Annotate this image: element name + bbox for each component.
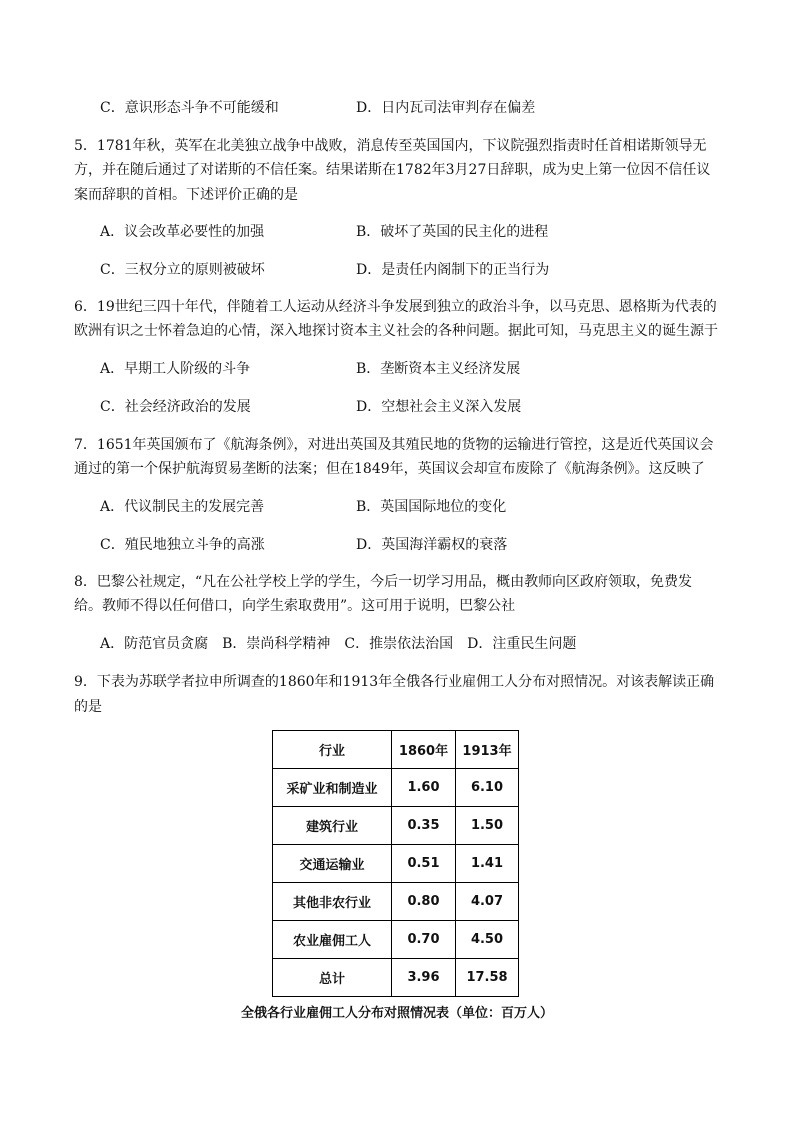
q4-option-c: C．意识形态斗争不可能缓和 [100, 100, 279, 116]
cell-1860: 0.35 [392, 807, 456, 845]
table-row [273, 921, 519, 959]
table-row [273, 807, 519, 845]
cell-1913: 4.07 [456, 883, 519, 921]
q8-stem-line-2: 给。教师不得以任何借口，向学生索取费用”。这可用于说明，巴黎公社 [74, 598, 516, 614]
q8-options: A．防范官员贪腐 B．崇尚科学精神 C．推崇依法治国 D．注重民生问题 [100, 636, 577, 652]
q7-option-b: B．英国国际地位的变化 [356, 499, 507, 515]
q8-stem-line-1: 8．巴黎公社规定，“凡在公社学校上学的学生，今后一切学习用品，概由教师向区政府领取，免费发 [74, 574, 693, 590]
q9-stem-line-2: 的是 [74, 699, 102, 715]
employment-table [272, 730, 519, 997]
q4-option-d: D．日内瓦司法审判存在偏差 [356, 100, 536, 116]
cell-1860: 3.96 [392, 959, 456, 997]
cell-industry: 总计 [273, 959, 392, 997]
q5-stem-line-1: 5．1781年秋，英军在北美独立战争中战败，消息传至英国国内，下议院强烈指责时任首相诺斯领导无 [74, 138, 707, 154]
table-row [273, 769, 519, 807]
table-caption: 全俄各行业雇佣工人分布对照情况表（单位：百万人） [240, 1006, 553, 1021]
q6-option-c: C．社会经济政治的发展 [100, 399, 251, 415]
table-row [273, 883, 519, 921]
q7-stem-line-2: 通过的第一个保护航海贸易垄断的法案；但在1849年，英国议会却宣布废除了《航海条例》。这反映了 [74, 461, 705, 477]
q6-stem-line-2: 欧洲有识之士怀着急迫的心情，深入地探讨资本主义社会的各种问题。据此可知，马克思主义的诞生源于 [74, 323, 718, 339]
cell-industry: 交通运输业 [273, 845, 392, 883]
q5-stem-line-2: 方，并在随后通过了对诺斯的不信任案。结果诺斯在1782年3月27日辞职，成为史上第一位因不信任议 [74, 162, 711, 178]
q6-option-d: D．空想社会主义深入发展 [356, 399, 522, 415]
table-row-total [273, 959, 519, 997]
q7-stem-line-1: 7．1651年英国颁布了《航海条例》，对进出英国及其殖民地的货物的运输进行管控，这是近代英国议会 [74, 437, 714, 453]
cell-industry: 采矿业和制造业 [273, 769, 392, 807]
q9-stem-line-1: 9．下表为苏联学者拉申所调查的1860年和1913年全俄各行业雇佣工人分布对照情况。对该表解读正确 [74, 674, 715, 690]
cell-1860: 0.80 [392, 883, 456, 921]
q5-option-b: B．破坏了英国的民主化的进程 [356, 224, 549, 240]
cell-1913: 4.50 [456, 921, 519, 959]
cell-1860: 0.70 [392, 921, 456, 959]
cell-industry: 农业雇佣工人 [273, 921, 392, 959]
cell-1913: 1.41 [456, 845, 519, 883]
cell-1860: 0.51 [392, 845, 456, 883]
q7-option-d: D．英国海洋霸权的衰落 [356, 537, 508, 553]
q6-stem-line-1: 6．19世纪三四十年代，伴随着工人运动从经济斗争发展到独立的政治斗争，以马克思、恩格斯为代表的 [74, 299, 717, 315]
cell-1860: 1.60 [392, 769, 456, 807]
q5-stem-line-3: 案而辞职的首相。下述评价正确的是 [74, 187, 298, 203]
cell-industry: 其他非农行业 [273, 883, 392, 921]
table-row [273, 845, 519, 883]
q5-option-c: C．三权分立的原则被破坏 [100, 262, 265, 278]
q5-option-d: D．是责任内阁制下的正当行为 [356, 262, 550, 278]
q6-option-a: A．早期工人阶级的斗争 [100, 361, 251, 377]
cell-1913: 17.58 [456, 959, 519, 997]
cell-industry: 建筑行业 [273, 807, 392, 845]
q7-option-c: C．殖民地独立斗争的高涨 [100, 537, 265, 553]
cell-1913: 1.50 [456, 807, 519, 845]
header-1913: 1913年 [456, 731, 519, 769]
q6-option-b: B．垄断资本主义经济发展 [356, 361, 521, 377]
q5-option-a: A．议会改革必要性的加强 [100, 224, 265, 240]
q7-option-a: A．代议制民主的发展完善 [100, 499, 265, 515]
header-1860: 1860年 [392, 731, 456, 769]
cell-1913: 6.10 [456, 769, 519, 807]
table-header-row [273, 731, 519, 769]
header-industry: 行业 [273, 731, 392, 769]
